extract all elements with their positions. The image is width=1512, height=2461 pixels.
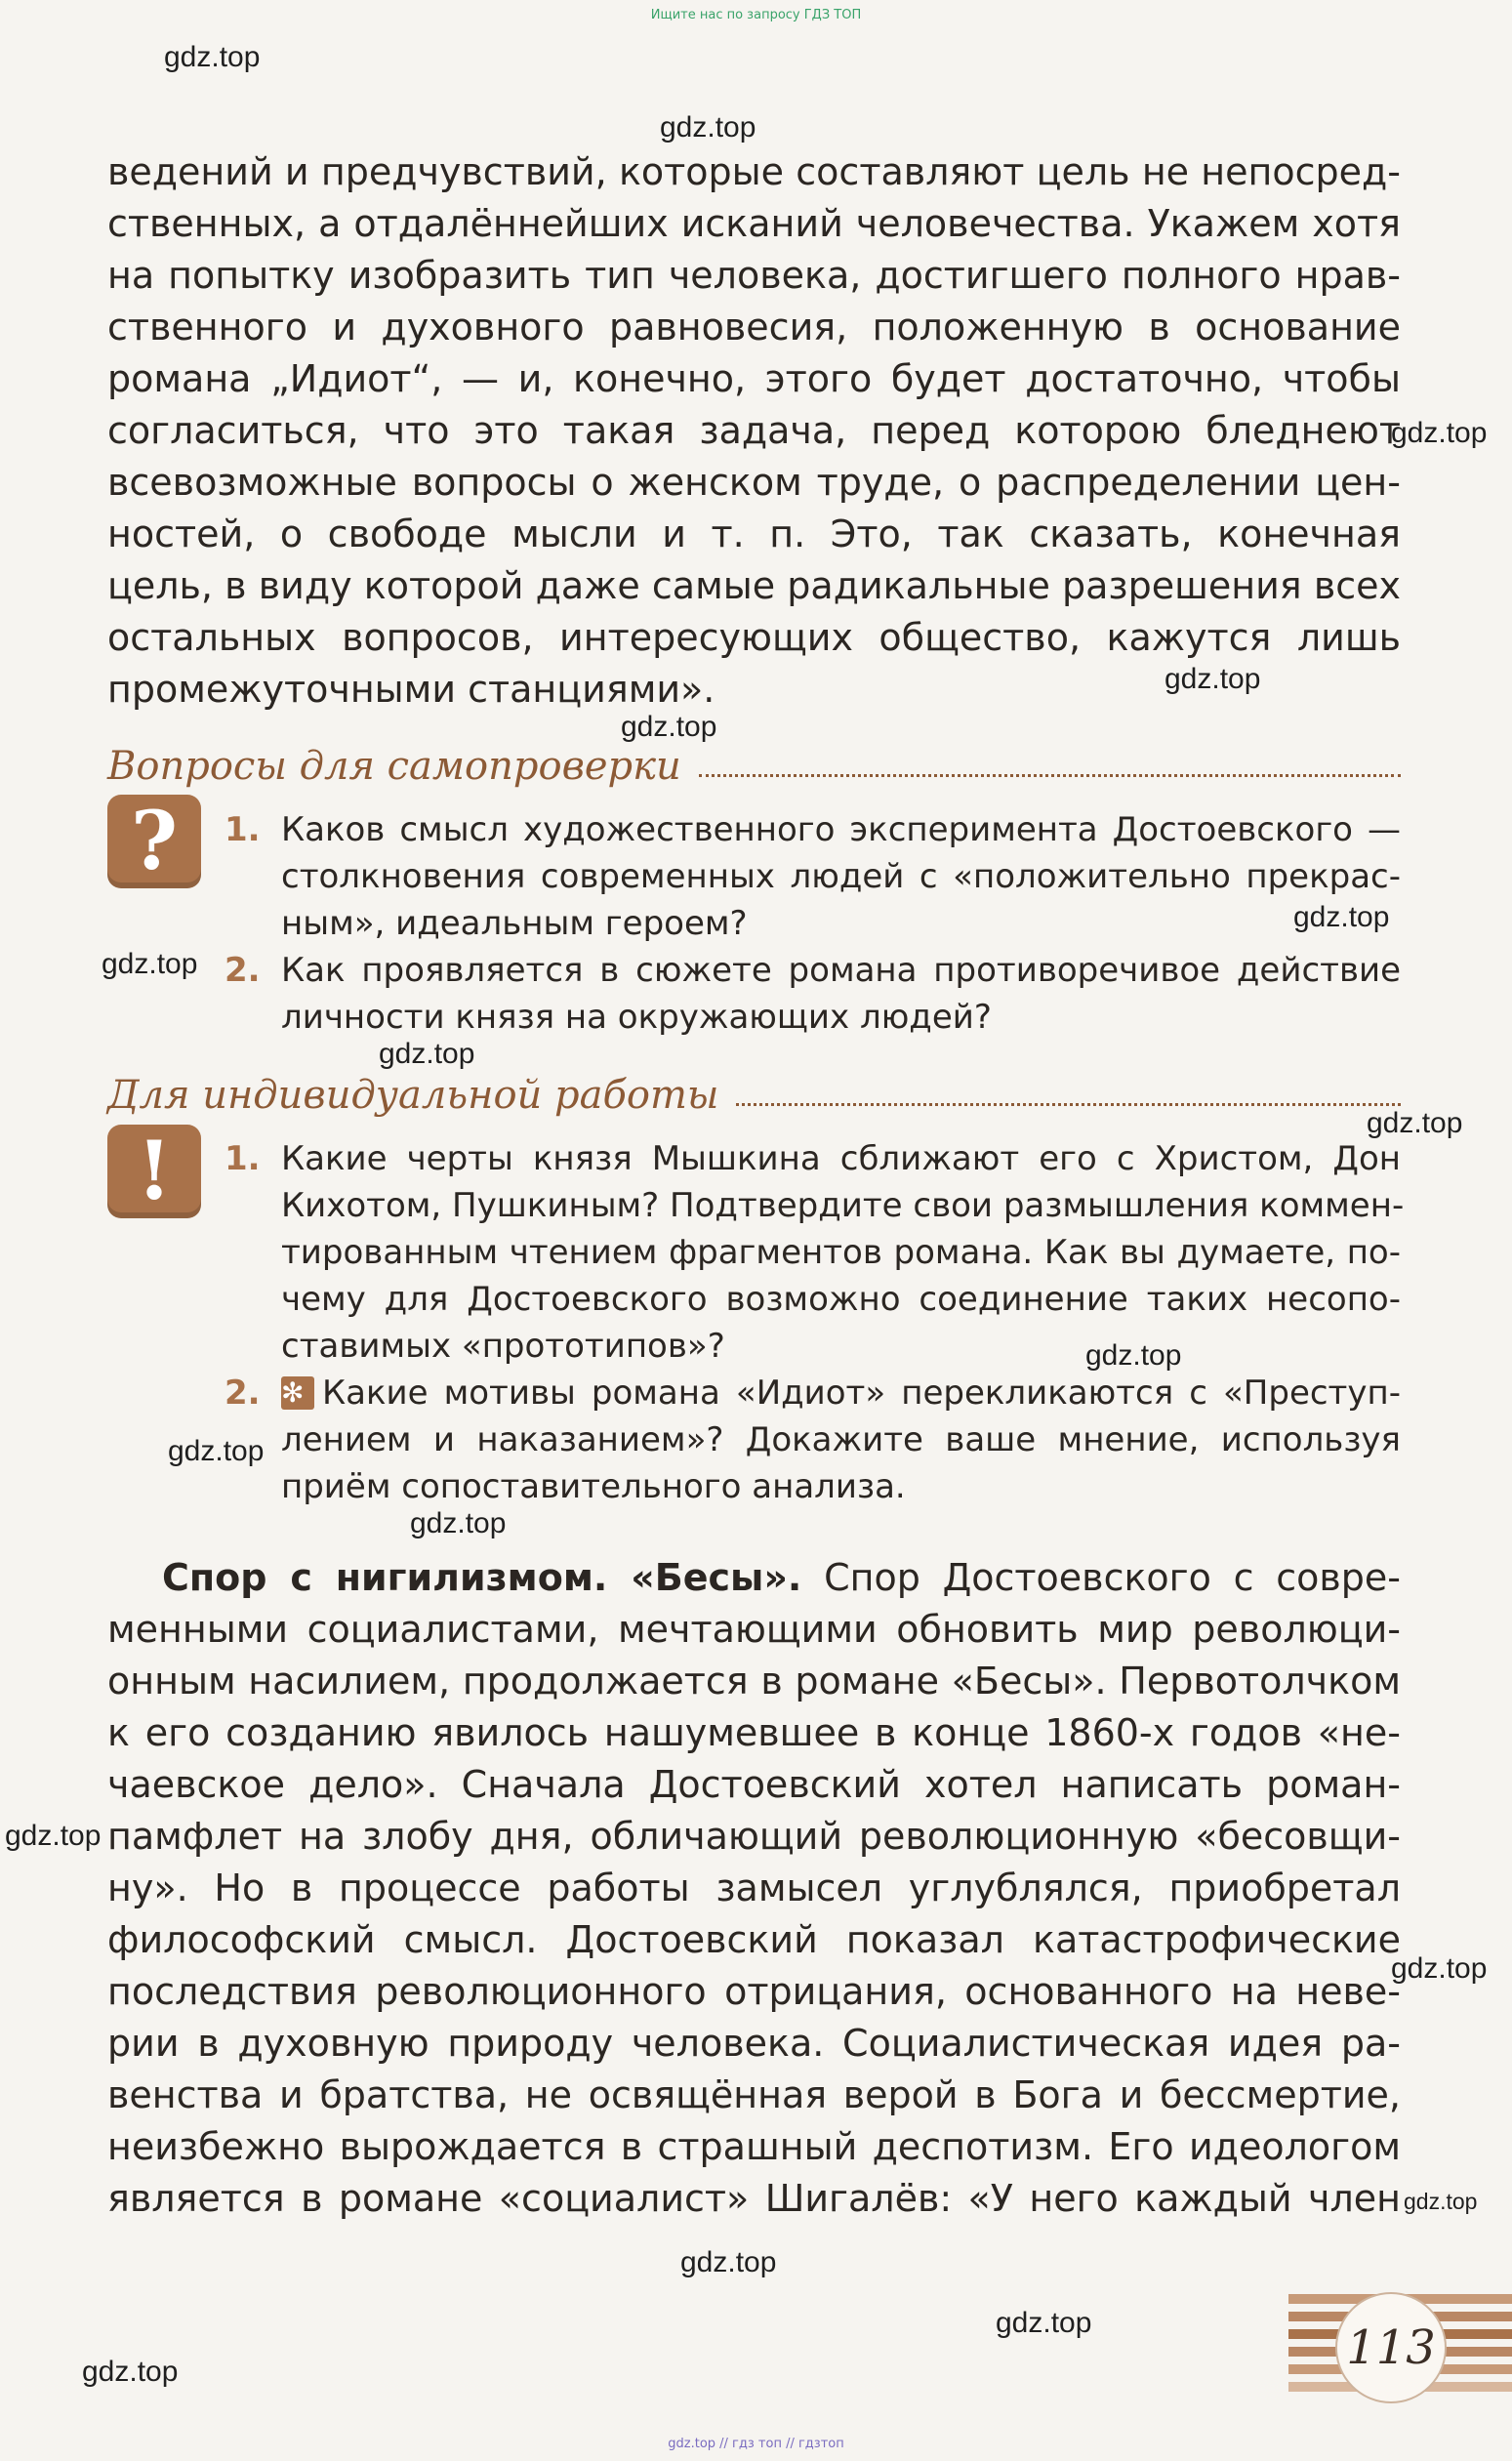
- question-line: Каков смысл художественного эксперимента Достоевского —: [281, 810, 1401, 849]
- individual-work-heading-text: Для индивидуальной работы: [107, 1073, 719, 1118]
- task-line: Какие черты князя Мышкина сближают его с Христом, Дон: [281, 1139, 1401, 1178]
- task-line: ставимых «прототипов»?: [281, 1327, 725, 1366]
- task-line: лением и наказанием»? Докажите ваше мнение, используя: [281, 1420, 1401, 1459]
- question-line: ным», идеальным героем?: [281, 904, 748, 943]
- watermark: gdz.top: [1404, 2189, 1478, 2214]
- text-line: менными социалистами, мечтающими обновить мир революци-: [107, 1608, 1401, 1651]
- text-line: согласиться, что это такая задача, перед которою бледнеют: [107, 409, 1401, 452]
- task-number: 2.: [225, 1374, 261, 1413]
- individual-work-heading: [107, 1059, 1401, 1118]
- text-line: последствия революционного отрицания, основанного на неве-: [107, 1970, 1401, 2013]
- intro-paragraph: [107, 146, 1401, 716]
- text-line: [107, 1552, 1401, 1604]
- text-line: философский смысл. Достоевский показал катастрофические: [107, 1918, 1401, 1961]
- watermark: gdz.top: [1391, 417, 1488, 449]
- text-line: остальных вопросов, интересующих общество, кажутся лишь: [107, 616, 1401, 659]
- question-number: 2.: [225, 951, 261, 990]
- watermark: gdz.top: [5, 1820, 102, 1852]
- page-number: 113: [1335, 2292, 1447, 2403]
- text-line: венства и братства, не освящённая верой в Бога и бессмертие,: [107, 2073, 1401, 2116]
- task-line: [281, 1370, 1401, 1416]
- self-check-heading-text: Вопросы для самопроверки: [107, 744, 681, 789]
- footer-note: gdz.top // гдз топ // гдзтоп: [668, 2437, 844, 2451]
- watermark: gdz.top: [1165, 663, 1261, 695]
- watermark: gdz.top: [164, 41, 261, 73]
- main-paragraph: [107, 1552, 1401, 2225]
- text-line: ностей, о свободе мысли и т. п. Это, так сказать, конечная: [107, 513, 1401, 555]
- watermark: gdz.top: [82, 2356, 179, 2388]
- header-note: Ищите нас по запросу ГДЗ ТОП: [650, 8, 862, 22]
- text-line: ну». Но в процессе работы замысел углублялся, приобретал: [107, 1866, 1401, 1909]
- paragraph-lead-heading: Спор с нигилизмом. «Бесы».: [162, 1556, 802, 1599]
- text-line: неизбежно вырождается в страшный деспотизм. Его идеологом: [107, 2125, 1401, 2168]
- text-line: ственного и духовного равновесия, положенную в основание: [107, 306, 1401, 349]
- question-mark-icon: ?: [107, 795, 201, 888]
- watermark: gdz.top: [1293, 901, 1390, 933]
- text-line-rest: Спор Достоевского с совре-: [801, 1556, 1401, 1599]
- text-line: рии в духовную природу человека. Социалистическая идея ра-: [107, 2022, 1401, 2065]
- text-line: является в романе «социалист» Шигалёв: «У него каждый член: [107, 2177, 1401, 2220]
- watermark: gdz.top: [660, 111, 756, 144]
- exclamation-mark-icon: !: [107, 1125, 201, 1218]
- watermark: gdz.top: [102, 948, 198, 980]
- watermark: gdz.top: [680, 2246, 777, 2278]
- watermark: gdz.top: [379, 1038, 475, 1070]
- text-line: романа „Идиот“, — и, конечно, этого будет достаточно, чтобы: [107, 357, 1401, 400]
- text-line: ведений и предчувствий, которые составляют цель не непосред-: [107, 150, 1401, 193]
- text-line: онным насилием, продолжается в романе «Бесы». Первотолчком: [107, 1660, 1401, 1702]
- text-line: всевозможные вопросы о женском труде, о распределении цен-: [107, 461, 1401, 504]
- self-check-heading: [107, 730, 1401, 789]
- question-number: 1.: [225, 810, 261, 849]
- text-line: ственных, а отдалённейших исканий человечества. Укажем хотя: [107, 202, 1401, 245]
- text-line: памфлет на злобу дня, обличающий революционную «бесовщи-: [107, 1815, 1401, 1858]
- heading-dotted-rule: [699, 774, 1401, 777]
- watermark: gdz.top: [996, 2307, 1092, 2339]
- watermark: gdz.top: [621, 711, 717, 743]
- text-line: на попытку изобразить тип человека, достигшего полного нрав-: [107, 254, 1401, 297]
- watermark: gdz.top: [1391, 1952, 1488, 1985]
- task-line: чему для Достоевского возможно соединение таких несопо-: [281, 1280, 1401, 1319]
- task-number: 1.: [225, 1139, 261, 1178]
- task-line: Кихотом, Пушкиным? Подтвердите свои размышления коммен-: [281, 1186, 1405, 1225]
- heading-dotted-rule: [736, 1103, 1401, 1106]
- task-line-text: Какие мотивы романа «Идиот» перекликаются с «Преступ-: [322, 1374, 1401, 1413]
- question-line: столкновения современных людей с «положительно прекрас-: [281, 857, 1401, 896]
- question-line: Как проявляется в сюжете романа противоречивое действие: [281, 951, 1401, 990]
- task-line: тированным чтением фрагментов романа. Как вы думаете, по-: [281, 1233, 1401, 1272]
- text-line: промежуточными станциями».: [107, 668, 715, 711]
- text-line: к его созданию явилось нашумевшее в конце 1860-х годов «не-: [107, 1711, 1401, 1754]
- question-line: личности князя на окружающих людей?: [281, 998, 992, 1037]
- watermark: gdz.top: [1085, 1339, 1182, 1372]
- task-line: приём сопоставительного анализа.: [281, 1467, 906, 1506]
- asterisk-star-icon: ✻: [281, 1376, 314, 1410]
- watermark: gdz.top: [410, 1507, 507, 1539]
- watermark: gdz.top: [1367, 1107, 1463, 1139]
- watermark: gdz.top: [168, 1435, 265, 1467]
- text-line: цель, в виду которой даже самые радикальные разрешения всех: [107, 564, 1401, 607]
- text-line: чаевское дело». Сначала Достоевский хотел написать роман-: [107, 1763, 1401, 1806]
